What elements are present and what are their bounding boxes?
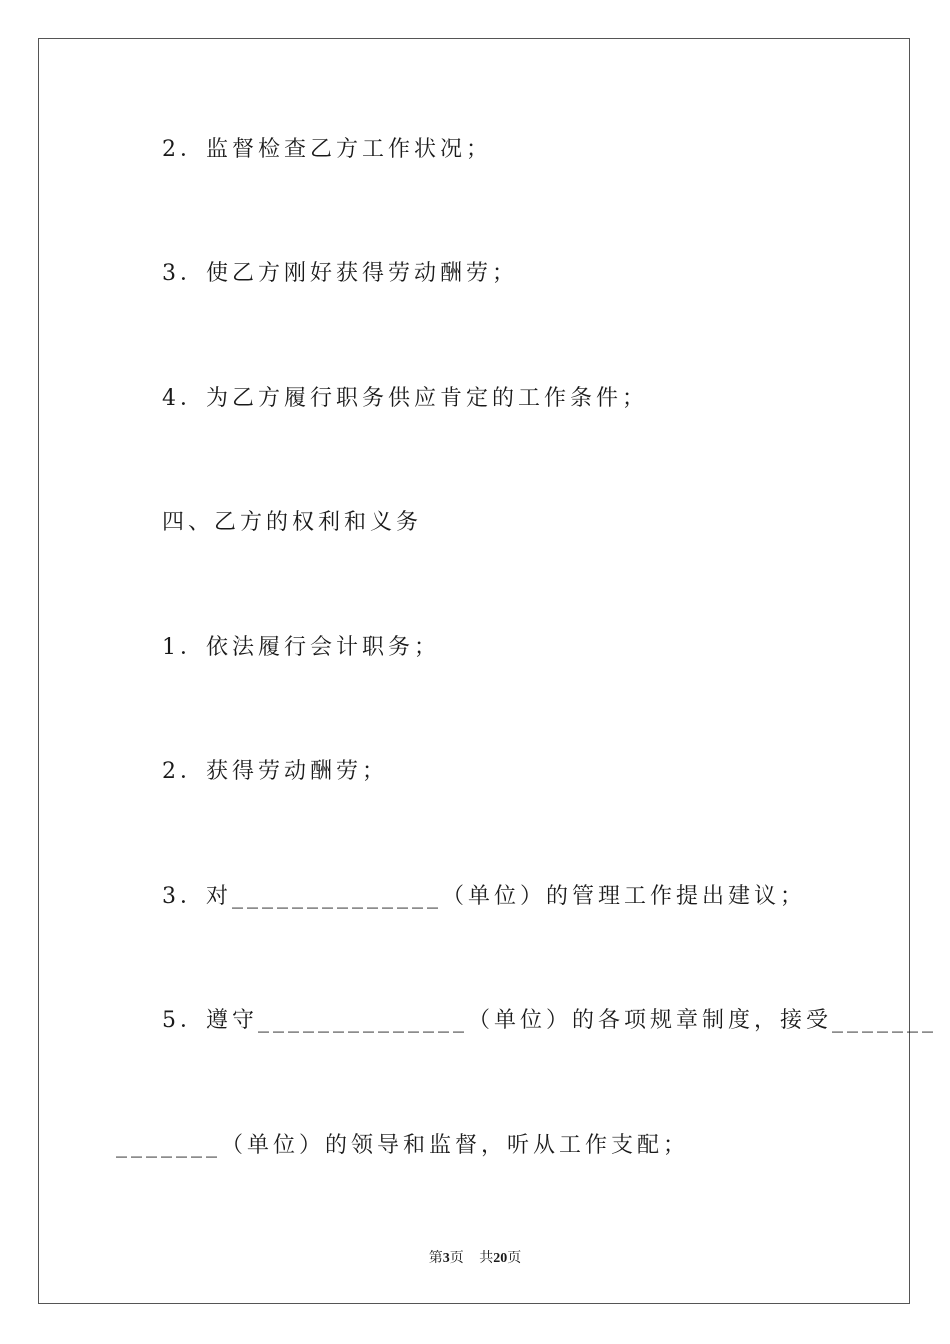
paragraph-line-6: 2．获得劳动酬劳； <box>162 759 388 784</box>
paragraph-line-2: 3．使乙方刚好获得劳动酬劳； <box>162 261 518 286</box>
paragraph-line-3: 4．为乙方履行职务供应肯定的工作条件； <box>162 386 648 411</box>
page-border <box>38 38 910 1304</box>
paragraph-line-8: 5．遵守______________（单位）的各项规章制度，接受_______ <box>162 1008 937 1033</box>
paragraph-line-5: 1．依法履行会计职务； <box>162 635 440 660</box>
paragraph-line-9: _______（单位）的领导和监督，听从工作支配； <box>116 1133 690 1158</box>
paragraph-line-1: 2．监督检查乙方工作状况； <box>162 137 492 162</box>
page-indicator: 第3页 <box>428 1251 464 1266</box>
section-heading: 四、乙方的权利和义务 <box>162 510 423 535</box>
page-footer <box>0 1247 950 1267</box>
paragraph-line-7: 3．对______________（单位）的管理工作提出建议； <box>162 884 806 909</box>
total-pages-indicator: 共20页 <box>479 1251 522 1266</box>
